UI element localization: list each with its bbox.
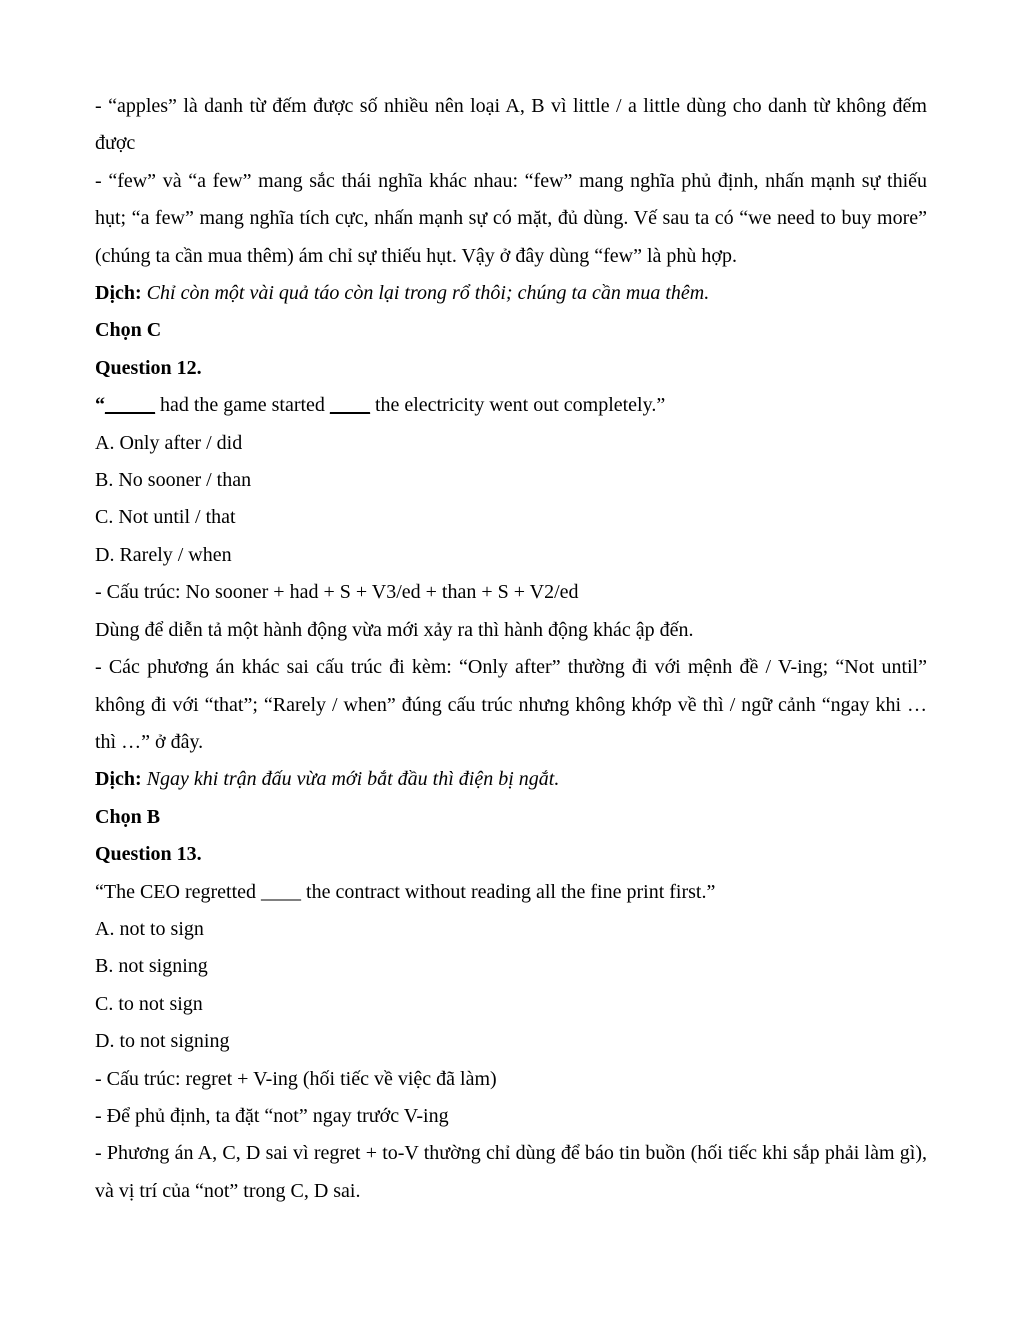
q13-option-d: D. to not signing	[95, 1030, 230, 1053]
q12-option-b: B. No sooner / than	[95, 469, 252, 492]
q12-open-quote: “	[95, 394, 105, 417]
q12-option-d: D. Rarely / when	[95, 543, 232, 566]
q11-explanation-few: - “few” và “a few” mang sắc thái nghĩa khác nhau: “few” mang nghĩa phủ định, nhấn mạnh sự thiếu hụt; “a few” mang nghĩa tích cực, nhấn mạnh sự có mặt, đủ dùng. Vế sau ta có “we need to buy more” (chúng ta cần mua thêm) ám chỉ sự thiếu hụt. Vậy ở đây dùng “few” là phù hợp.	[95, 169, 927, 267]
q12-title: Question 12.	[95, 356, 202, 379]
translation-label: Dịch:	[95, 282, 142, 305]
q13-explanation-others: - Phương án A, C, D sai vì regret + to-V thường chỉ dùng để báo tin buồn (hối tiếc khi sắp phải làm gì), và vị trí của “not” trong C, D sai.	[95, 1142, 927, 1202]
q13-stem: “The CEO regretted ____ the contract without reading all the fine print first.”	[95, 880, 716, 903]
q13-explanation-structure: - Cấu trúc: regret + V-ing (hối tiếc về việc đã làm)	[95, 1067, 497, 1090]
q12-blank-1: _____	[105, 394, 155, 417]
q12-option-c: C. Not until / that	[95, 506, 236, 529]
q11-translation	[95, 275, 927, 312]
q13-option-b: B. not signing	[95, 955, 208, 978]
q13-option-c: C. to not sign	[95, 992, 203, 1015]
translation-text: Chỉ còn một vài quả táo còn lại trong rổ thôi; chúng ta cần mua thêm.	[146, 282, 710, 305]
q13-explanation-negation: - Để phủ định, ta đặt “not” ngay trước V-ing	[95, 1104, 449, 1127]
q12-option-a: A. Only after / did	[95, 431, 243, 454]
q11-explanation-apples: - “apples” là danh từ đếm được số nhiều nên loại A, B vì little / a little dùng cho danh từ không đếm được	[95, 95, 927, 155]
q12-explanation-others: - Các phương án khác sai cấu trúc đi kèm: “Only after” thường đi với mệnh đề / V-ing; “Not until” không đi với “that”; “Rarely / when” đúng cấu trúc nhưng không khớp về thì / ngữ cảnh “ngay khi … thì …” ở đây.	[95, 656, 927, 753]
q12-explanation-usage: Dùng để diễn tả một hành động vừa mới xảy ra thì hành động khác ập đến.	[95, 618, 694, 641]
q13-option-a: A. not to sign	[95, 917, 204, 940]
q12-explanation-structure: - Cấu trúc: No sooner + had + S + V3/ed + than + S + V2/ed	[95, 581, 579, 604]
q13-title: Question 13.	[95, 843, 202, 866]
document-page	[95, 88, 927, 1210]
q12-blank-2: ____	[329, 394, 370, 417]
q12-stem-end: the electricity went out completely.”	[369, 394, 666, 417]
translation-label: Dịch:	[95, 768, 142, 791]
q12-translation	[95, 761, 927, 798]
q12-stem-mid: had the game started	[155, 394, 330, 417]
q12-stem	[95, 387, 927, 424]
q11-answer: Chọn C	[95, 319, 162, 342]
q12-answer: Chọn B	[95, 805, 161, 828]
translation-text: Ngay khi trận đấu vừa mới bắt đầu thì điện bị ngắt.	[146, 768, 560, 791]
